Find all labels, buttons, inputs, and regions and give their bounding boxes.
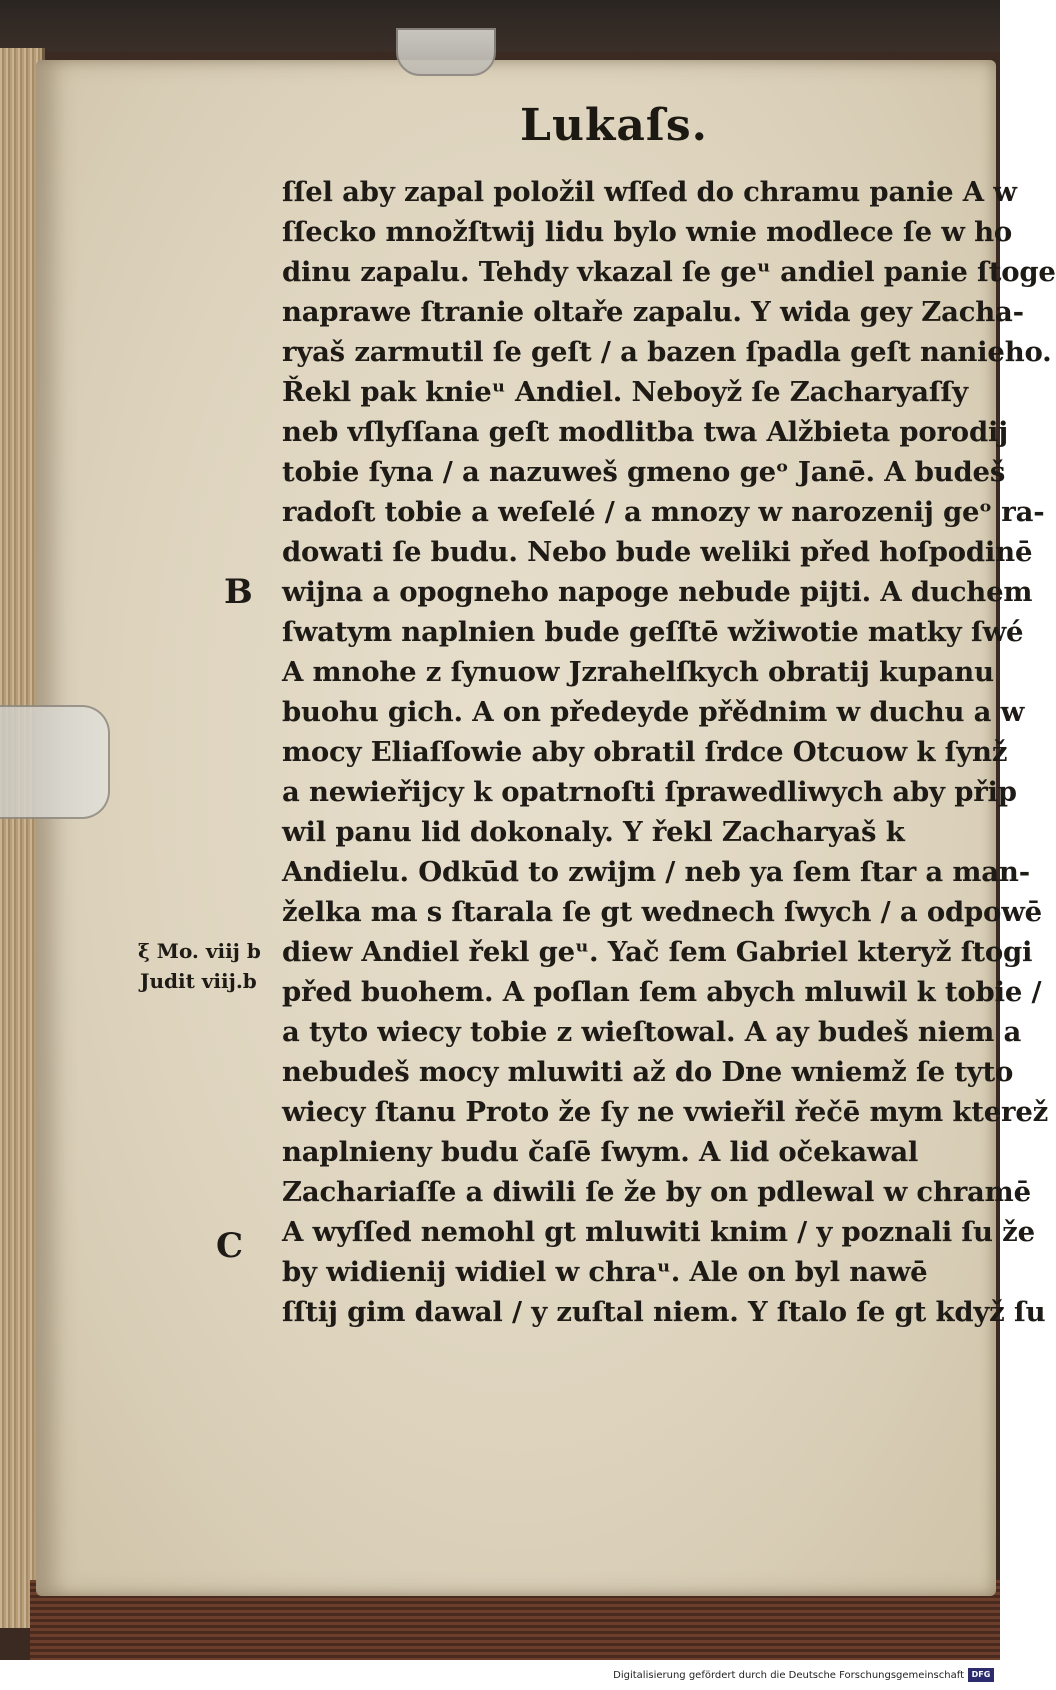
text-line: neb vſlyſſana geſt modlitba twa Alžbieta porodij <box>282 416 1008 448</box>
text-line: a newieřijcy k opatrnoſti ſprawedliwych aby přip <box>282 776 1017 808</box>
text-line: diew Andiel řekl geᵘ. Yač ſem Gabriel kteryž ſtogi <box>282 936 1033 968</box>
text-line: nebudeš mocy mluwiti až do Dne wniemž ſe tyto <box>282 1056 1014 1088</box>
text-line: Andielu. Odkūd to zwijm / neb ya ſem ſtar a man- <box>282 856 1030 888</box>
text-line: radoſt tobie a weſelé / a mnozy w narozenij geᵒ ra- <box>282 496 1045 528</box>
margin-reference-2: Judit viij.b <box>140 969 257 993</box>
text-line: želka ma s ſtarala ſe gt wednech ſwych / a odpowē <box>282 896 1042 928</box>
text-line: a tyto wiecy tobie z wieſtowal. A ay budeš niem a <box>282 1016 1022 1048</box>
margin-letter-c: C <box>216 1226 244 1266</box>
text-line: ſſecko množſtwij lidu bylo wnie modlece ſe w ho <box>282 216 1013 248</box>
text-line: buohu gich. A on předeyde přědnim w duchu a w <box>282 696 1025 728</box>
text-line: před buohem. A poſlan ſem abych mluwil k tobie / <box>282 976 1042 1008</box>
text-line: dowati ſe budu. Nebo bude weliki před hoſpodinē <box>282 536 1033 568</box>
text-line: by widienij widiel w chraᵘ. Ale on byl nawē <box>282 1256 928 1288</box>
scan-top-band <box>0 0 1000 52</box>
text-line: mocy Eliaſſowie aby obratil ſrdce Otcuow k ſynž <box>282 736 1008 768</box>
text-line: ſwatym naplnien bude geſſtē wžiwotie matky ſwé <box>282 616 1024 648</box>
text-line: Zachariaſſe a diwili ſe že by on pdlewal w chramē <box>282 1176 1031 1208</box>
margin-letter-b: B <box>224 572 253 612</box>
funding-credit: Digitalisierung gefördert durch die Deutsche Forschungsgemeinschaft <box>613 1670 964 1681</box>
text-line: wijna a opogneho napoge nebude pijti. A duchem <box>282 576 1033 608</box>
text-line: dinu zapalu. Tehdy vkazal ſe geᵘ andiel panie ſtoge <box>282 256 1056 288</box>
text-line: wil panu lid dokonaly. Y řekl Zacharyaš k <box>282 816 905 848</box>
dfg-logo: DFG <box>968 1668 994 1682</box>
text-line: ſſel aby zapal položil wſſed do chramu panie A w <box>282 176 1017 208</box>
text-line: ryaš zarmutil ſe geſt / a bazen ſpadla geſt nanieho. <box>282 336 1052 368</box>
text-line: A wyſſed nemohl gt mluwiti knim / y poznali ſu že <box>282 1216 1035 1248</box>
text-line: naplnieny budu čaſē ſwym. A lid očekawal <box>282 1136 919 1168</box>
text-line: ſſtij gim dawal / y zuſtal niem. Y ſtalo ſe gt když ſu <box>282 1296 1046 1328</box>
text-line: Řekl pak knieᵘ Andiel. Neboyž ſe Zacharyaſſy <box>282 376 968 408</box>
clip-top <box>396 28 496 76</box>
clip-side <box>0 705 110 819</box>
text-line: naprawe ſtranie oltaře zapalu. Y wida gey Zacha- <box>282 296 1024 328</box>
margin-reference-1: ξ Mo. viij b <box>138 939 261 963</box>
text-line: wiecy ſtanu Proto že ſy ne vwieřil řečē mym kterež <box>282 1096 1049 1128</box>
text-line: A mnohe z ſynuow Jzrahelſkych obratij kupanu <box>282 656 994 688</box>
running-head: Lukaſs. <box>520 100 708 151</box>
text-block <box>282 172 1056 1332</box>
text-line: tobie ſyna / a nazuweš gmeno geᵒ Janē. A budeš <box>282 456 1006 488</box>
